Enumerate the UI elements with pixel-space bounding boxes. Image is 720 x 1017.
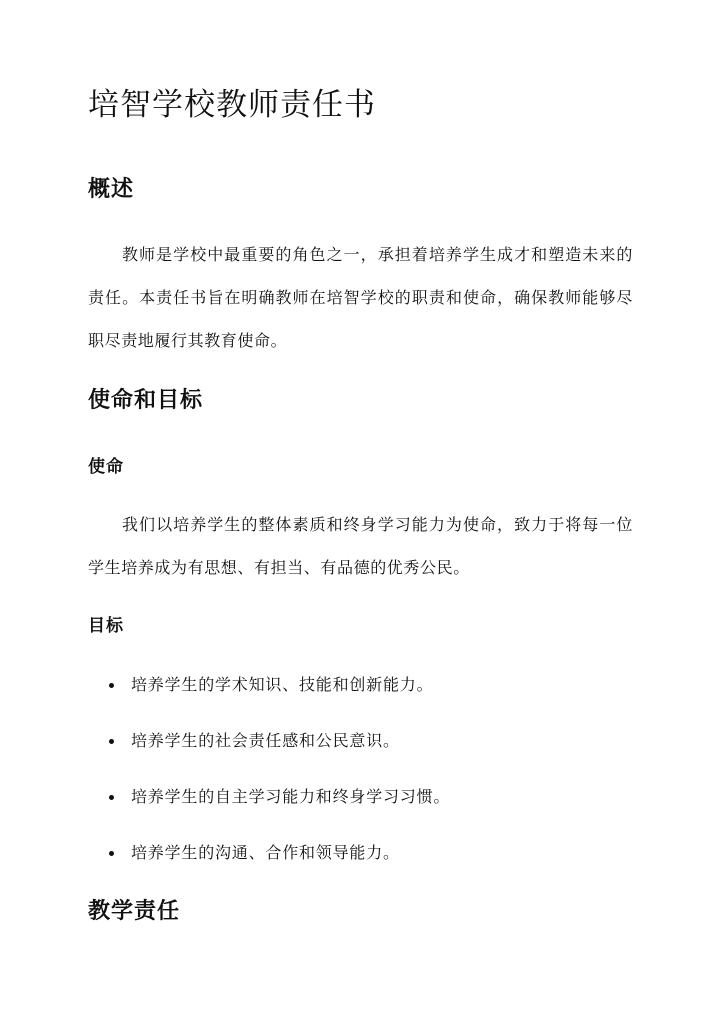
- goal-item-text: 培养学生的学术知识、技能和创新能力。: [131, 675, 434, 694]
- goals-list: [88, 663, 633, 887]
- goals-heading: 目标: [88, 616, 124, 636]
- list-item: [88, 831, 633, 887]
- document-title: 培智学校教师责任书: [88, 87, 376, 123]
- list-item: [88, 775, 633, 831]
- list-item: [88, 663, 633, 719]
- mission-goals-heading: 使命和目标: [88, 387, 204, 413]
- mission-heading: 使命: [88, 457, 124, 477]
- bullet-icon: [109, 851, 114, 856]
- bullet-icon: [109, 795, 114, 800]
- bullet-icon: [109, 683, 114, 688]
- bullet-icon: [109, 739, 114, 744]
- goal-item-text: 培养学生的社会责任感和公民意识。: [131, 731, 400, 750]
- mission-paragraph: 我们以培养学生的整体素质和终身学习能力为使命，致力于将每一位学生培养成为有思想、有担当、有品德的优秀公民。: [88, 515, 633, 577]
- goal-item-text: 培养学生的沟通、合作和领导能力。: [131, 843, 400, 862]
- overview-paragraph: 教师是学校中最重要的角色之一，承担着培养学生成才和塑造未来的责任。本责任书旨在明确教师在培智学校的职责和使命，确保教师能够尽职尽责地履行其教育使命。: [88, 245, 633, 350]
- goal-item-text: 培养学生的自主学习能力和终身学习习惯。: [131, 787, 451, 806]
- teaching-responsibility-heading: 教学责任: [88, 898, 181, 924]
- list-item: [88, 719, 633, 775]
- document-page: [88, 0, 633, 1017]
- overview-heading: 概述: [88, 176, 135, 202]
